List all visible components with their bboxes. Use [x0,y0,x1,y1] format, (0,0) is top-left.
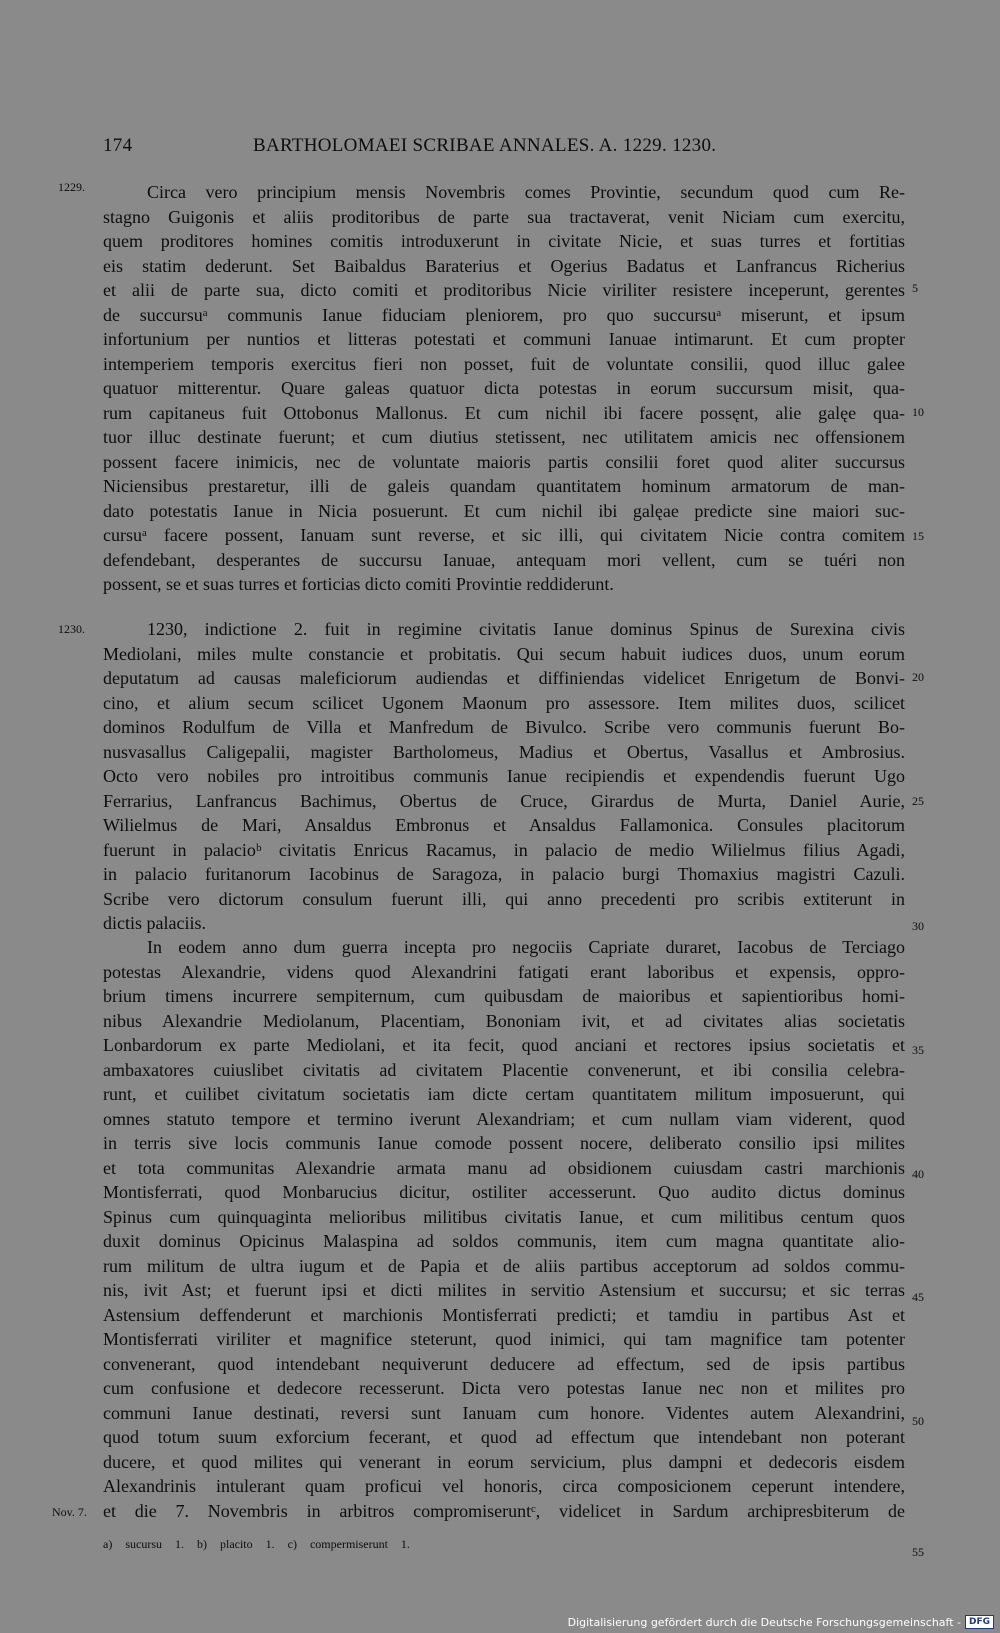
margin-year-1230: 1230. [58,622,85,636]
text-line: intemperiem temporis exercitus fieri non posset, fuit de voluntate consilii, quod illuc galee [103,353,905,374]
text-line: cursuᵃ facere possent, Ianuam sunt reverse, et sic illi, qui civitatem Nicie contra comitem [103,525,905,545]
line-number: 25 [912,794,924,808]
text-line: Wilielmus de Mari, Ansaldus Embronus et Ansaldus Fallamonica. Consules placitorum [103,815,905,835]
text-line: stagno Guigonis et aliis proditoribus de parte sua tractaverat, venit Niciam cum exercitu, [103,206,905,227]
text-line: nis, ivit Ast; et fuerunt ipsi et dicti milites in servitio Astensium et succursu; et sic terras [103,1280,905,1300]
text-line: de succursuᵃ communis Ianue fiduciam pleniorem, pro quo succursuᵃ miserunt, et ipsum [103,304,905,325]
text-line: Mediolani, miles multe constancie et probitatis. Qui secum habuit iudices duos, unum eorum [103,643,905,664]
text-line: brium timens incurrere sempiternum, cum quibusdam de maioribus et sapientioribus homi- [103,986,905,1006]
line-number: 20 [912,670,924,684]
line-number: 30 [912,919,924,933]
line-number: 10 [912,405,924,419]
line-number: 15 [912,529,924,543]
text-line: 1230, indictione 2. fuit in regimine civitatis Ianue dominus Spinus de Surexina civis [147,619,905,639]
text-line: defendebant, desperantes de succursu Ianuae, antequam mori vellent, cum se tuéri non [103,549,905,570]
running-title: BARTHOLOMAEI SCRIBAE ANNALES. A. 1229. 1230. [253,135,717,156]
dfg-footer [568,1615,994,1629]
text-line: Lonbardorum ex parte Mediolani, et ita fecit, quod anciani et rectores ipsius societatis et [103,1035,905,1055]
text-line: Octo vero nobiles pro introitibus communis Ianue recipiendis et expendendis fuerunt Ugo [103,766,905,786]
text-line: Montisferrati, quod Monbarucius dicitur, ostiliter accesserunt. Quo audito dictus dominus [103,1182,905,1202]
text-line: tuor illuc destinate fuerunt; et cum diutius stetissent, nec utilitatem amicis nec offensionem [103,427,905,447]
footer-text: Digitalisierung gefördert durch die Deutsche Forschungsgemeinschaft - [567,1615,961,1629]
text-line: et tota communitas Alexandrie armata manu ad obsidionem cuiusdam castri marchionis [103,1157,905,1178]
page-number: 174 [103,135,133,156]
text-line: convenerant, quod intendebant nequiverunt deducere ad effectum, sed de ipsis partibus [103,1353,905,1374]
margin-year-1229: 1229. [58,180,85,194]
line-number: 5 [912,281,918,295]
text-line: communi Ianue destinati, reversi sunt Ianuam cum honore. Videntes autem Alexandrini, [103,1402,905,1423]
text-line: rum capitaneus fuit Ottobonus Mallonus. Et cum nichil ibi facere possęnt, alie galęe qua- [103,402,905,423]
text-line: Niciensibus prestaretur, illi de galeis quandam quantitatem hominum armatorum de man- [103,476,905,496]
text-line: eis statim dederunt. Set Baibaldus Baraterius et Ogerius Badatus et Lanfrancus Richerius [103,255,905,276]
line-number: 45 [912,1290,924,1304]
text-line: nusvasallus Caligepalii, magister Bartholomeus, Madius et Obertus, Vasallus et Ambrosius. [103,741,905,762]
footnotes: a) sucursu 1. b) placito 1. c) compermiserunt 1. [103,1537,410,1551]
text-line: possent, se et suas turres et forticias dicto comiti Provintie reddiderunt. [103,574,614,594]
text-line: quem proditores homines comitis introduxerunt in civitate Nicie, et suas turres et fortitias [103,231,905,251]
text-line: potestas Alexandrie, videns quod Alexandrini fatigati erant laboribus et expensis, oppro- [103,961,905,982]
text-line: omnes statuto tempore et termino iverunt Alexandriam; et cum nullam viam viderent, quod [103,1108,905,1129]
text-line: infortunium per nuntios et litteras potestati et communi Ianuae intimarunt. Et cum propter [103,329,905,349]
text-line: dominos Rodulfum de Villa et Manfredum de Bivulco. Scribe vero communis fuerunt Bo- [103,717,905,737]
text-line: Alexandrinis intulerant quam proficui vel honoris, circa composicionem ceperunt intendere, [103,1476,905,1496]
line-number: 50 [912,1414,924,1428]
text-line: Scribe vero dictorum consulum fuerunt illi, qui anno precedenti pro scribis extiterunt in [103,888,905,909]
text-line: nibus Alexandrie Mediolanum, Placentiam, Bononiam ivit, et ad civitates alias societatis [103,1010,905,1031]
line-number: 55 [912,1545,924,1559]
text-line: runt, et cuilibet civitatum societatis iam dicte certam quantitatem militum imposuerunt, qui [103,1084,905,1104]
text-line: cino, et alium secum scilicet Ugonem Maonum pro assessore. Item milites duos, scilicet [103,692,905,713]
text-line: rum militum de ultra iugum et de Papia et de aliis partibus acceptorum ad soldos commu- [103,1255,905,1276]
text-line: quatuor mitterentur. Quare galeas quatuor dicta potestas in eorum succursum misit, qua- [103,378,905,398]
text-line: Spinus cum quinquaginta melioribus militibus civitatis Ianue, et cum militibus centum quos [103,1206,905,1227]
text-line: In eodem anno dum guerra incepta pro negociis Capriate duraret, Iacobus de Terciago [147,937,905,957]
text-line: in palacio furitanorum Iacobinus de Saragoza, in palacio burgi Thomaxius magistri Cazuli. [103,864,905,884]
text-line: fuerunt in palacioᵇ civitatis Enricus Racamus, in palacio de medio Wilielmus filius Agadi, [103,839,905,860]
text-line: ducere, et quod milites qui venerant in eorum servicium, plus dampni et dedecoris eisdem [103,1451,905,1472]
text-line: Circa vero principium mensis Novembris comes Provintie, secundum quod cum Re- [147,182,905,202]
text-line: Astensium deffenderunt et marchionis Montisferrati predicti; et tamdiu in partibus Ast et [103,1304,905,1325]
dfg-logo: DFG [965,1615,994,1629]
text-line: cum confusione et dedecore recesserunt. Dicta vero potestas Ianue nec non et milites pro [103,1378,905,1398]
text-line: duxit dominus Opicinus Malaspina ad soldos communis, item cum magna quantitate alio- [103,1231,905,1251]
text-line: possent facere inimicis, nec de voluntate maioris partis consilii foret quod aliter succursus [103,451,905,472]
line-number: 35 [912,1043,924,1057]
text-line: dato potestatis Ianue in Nicia posuerunt. Et cum nichil ibi galęae predicte sine maiori suc- [103,500,905,521]
text-line: quod totum suum exforcium fecerant, et quod ad effectum que intendebant non poterant [103,1427,905,1447]
text-line: in terris sive locis communis Ianue comode possent nocere, deliberato consilio ipsi milites [103,1133,905,1153]
text-line: ambaxatores cuiuslibet civitatis ad civitatem Placentie convenerunt, et ibi consilia celebra- [103,1059,905,1080]
text-line: et alii de parte sua, dicto comiti et proditoribus Nicie viriliter resistere inceperunt, gerentes [103,280,905,300]
margin-date-nov7: Nov. 7. [52,1505,87,1519]
text-line: deputatum ad causas maleficiorum audiendas et diffiniendas videlicet Enrigetum de Bonvi- [103,668,905,688]
text-line: Montisferrati viriliter et magnifice steterunt, quod inimici, qui tam magnifice tam potenter [103,1329,905,1349]
text-line: dictis palaciis. [103,913,206,933]
text-line: Ferrarius, Lanfrancus Bachimus, Obertus de Cruce, Girardus de Murta, Daniel Aurie, [103,790,905,811]
text-line: et die 7. Novembris in arbitros compromiseruntᶜ, videlicet in Sardum archipresbiterum de [103,1500,905,1521]
line-number: 40 [912,1167,924,1181]
